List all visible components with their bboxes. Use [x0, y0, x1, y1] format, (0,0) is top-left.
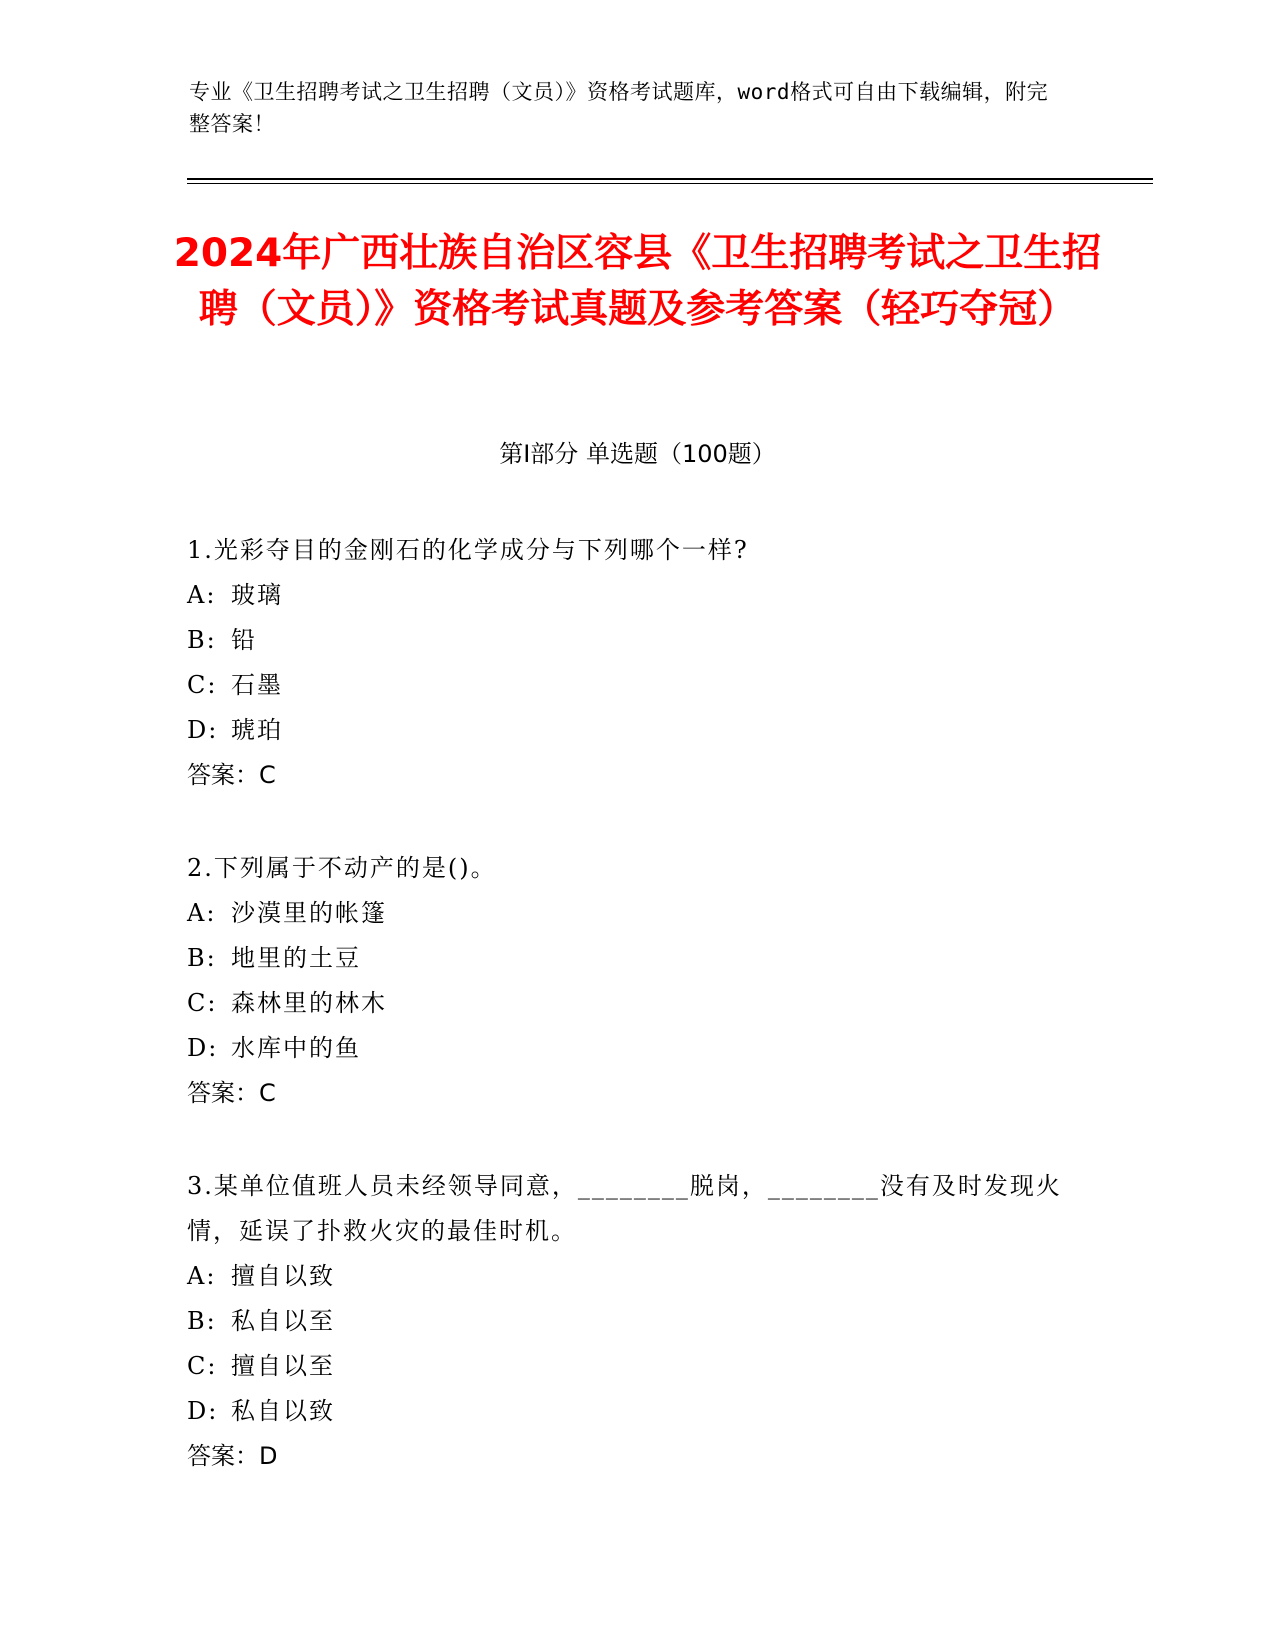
- option-text: 石墨: [231, 671, 283, 699]
- question-option-b: [187, 936, 1087, 981]
- option-key: B:: [187, 626, 217, 654]
- option-text: 琥珀: [231, 716, 283, 744]
- question-stem: 3.某单位值班人员未经领导同意，________脱岗，________没有及时发现火情，延误了扑救火灾的最佳时机。: [187, 1172, 1062, 1245]
- question-answer: 答案：D: [187, 1442, 278, 1470]
- question-option-a: [187, 573, 1087, 618]
- option-text: 私自以致: [231, 1397, 335, 1425]
- option-text: 森林里的林木: [231, 989, 387, 1017]
- question-option-d: [187, 1389, 1087, 1434]
- option-key: C:: [187, 671, 218, 699]
- question-item: [187, 1164, 1087, 1479]
- option-text: 玻璃: [231, 581, 283, 609]
- document-title: 2024年广西壮族自治区容县《卫生招聘考试之卫生招聘（文员）》资格考试真题及参考答案（轻巧夺冠）: [173, 231, 1102, 332]
- option-key: D:: [187, 1034, 219, 1062]
- question-option-c: [187, 1344, 1087, 1389]
- option-key: B:: [187, 1307, 217, 1335]
- question-option-b: [187, 618, 1087, 663]
- option-key: D:: [187, 716, 219, 744]
- question-answer: 答案：C: [187, 1079, 276, 1107]
- header-divider-thin: [187, 183, 1153, 184]
- question-item: [187, 528, 1087, 798]
- header-divider-thick: [187, 178, 1153, 180]
- question-option-d: [187, 708, 1087, 753]
- section-heading: 第Ⅰ部分 单选题（100题）: [499, 440, 776, 468]
- option-key: C:: [187, 989, 218, 1017]
- question-stem: 2.下列属于不动产的是()。: [187, 854, 497, 882]
- question-option-d: [187, 1026, 1087, 1071]
- option-key: D:: [187, 1397, 219, 1425]
- question-option-c: [187, 663, 1087, 708]
- question-option-c: [187, 981, 1087, 1026]
- option-key: A:: [187, 581, 217, 609]
- question-item: [187, 846, 1087, 1116]
- option-key: A:: [187, 1262, 217, 1290]
- question-stem: 1.光彩夺目的金刚石的化学成分与下列哪个一样?: [187, 536, 749, 564]
- option-key: C:: [187, 1352, 218, 1380]
- option-key: B:: [187, 944, 217, 972]
- option-key: A:: [187, 899, 217, 927]
- option-text: 沙漠里的帐篷: [231, 899, 387, 927]
- option-text: 擅自以致: [231, 1262, 335, 1290]
- header-note: 专业《卫生招聘考试之卫生招聘（文员）》资格考试题库，word格式可自由下载编辑，附完整答案！: [189, 80, 1049, 136]
- question-option-b: [187, 1299, 1087, 1344]
- option-text: 私自以至: [231, 1307, 335, 1335]
- question-answer: 答案：C: [187, 761, 276, 789]
- question-option-a: [187, 891, 1087, 936]
- question-option-a: [187, 1254, 1087, 1299]
- option-text: 水库中的鱼: [231, 1034, 361, 1062]
- option-text: 铅: [231, 626, 257, 654]
- option-text: 地里的土豆: [231, 944, 361, 972]
- option-text: 擅自以至: [231, 1352, 335, 1380]
- question-list: [187, 528, 1087, 1527]
